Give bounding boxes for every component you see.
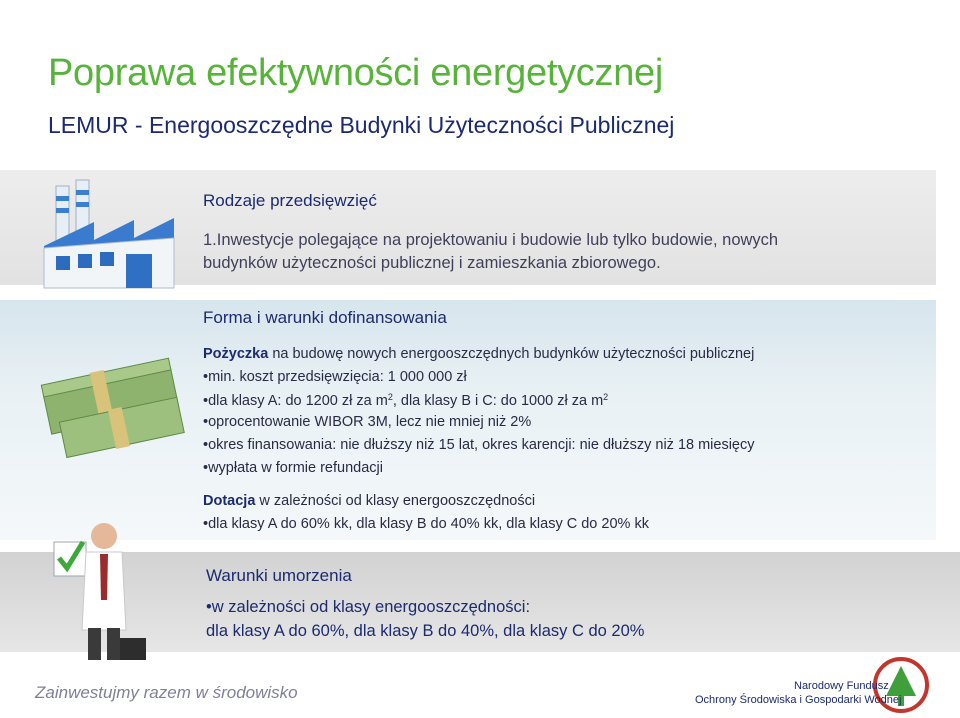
grant-text: w zależności od klasy energooszczędności bbox=[255, 493, 536, 509]
financing-heading: Forma i warunki dofinansowania bbox=[203, 308, 447, 327]
superscript: 2 bbox=[603, 392, 609, 402]
logo-line2: Ochrony Środowiska i Gospodarki Wodnej bbox=[695, 694, 902, 706]
bullet-interest: •oprocentowanie WIBOR 3M, lecz nie mniej niż 2% bbox=[203, 414, 532, 430]
footer-slogan: Zainwestujmy razem w środowisko bbox=[35, 683, 298, 702]
loan-label: Pożyczka bbox=[203, 346, 269, 362]
loan-line bbox=[203, 346, 754, 362]
money-bundles-icon bbox=[36, 340, 196, 460]
class-rate-a: •dla klasy A: do 1200 zł za m bbox=[203, 393, 388, 409]
bullet-grant-levels: •dla klasy A do 60% kk, dla klasy B do 40% kk, dla klasy C do 20% kk bbox=[203, 516, 649, 532]
remission-text-line1: •w zależności od klasy energooszczędności: bbox=[206, 598, 531, 616]
factory-icon bbox=[34, 176, 184, 296]
bullet-min-cost: •min. koszt przedsięwzięcia: 1 000 000 zł bbox=[203, 369, 467, 385]
bullet-payout: •wypłata w formie refundacji bbox=[203, 460, 383, 476]
loan-text: na budowę nowych energooszczędnych budynków użyteczności publicznej bbox=[268, 346, 755, 362]
page-title: Poprawa efektywności energetycznej bbox=[48, 52, 664, 94]
types-text-line1: 1.Inwestycje polegające na projektowaniu i budowie lub tylko budowie, nowych bbox=[203, 231, 779, 249]
types-heading: Rodzaje przedsięwzięć bbox=[203, 191, 377, 210]
bullet-period: •okres finansowania: nie dłuższy niż 15 lat, okres karencji: nie dłuższy niż 18 miesięcy bbox=[203, 437, 755, 453]
logo-line1: Narodowy Fundusz bbox=[794, 680, 889, 692]
class-rate-bc: , dla klasy B i C: do 1000 zł za m bbox=[392, 393, 604, 409]
page-subtitle: LEMUR - Energooszczędne Budynki Użyteczności Publicznej bbox=[48, 112, 675, 138]
remission-heading: Warunki umorzenia bbox=[206, 566, 352, 585]
types-text-line2: budynków użyteczności publicznej i zamieszkania zbiorowego. bbox=[203, 254, 661, 272]
bullet-class-rates bbox=[203, 392, 608, 409]
remission-text-line2: dla klasy A do 60%, dla klasy B do 40%, dla klasy C do 20% bbox=[206, 622, 645, 640]
grant-line bbox=[203, 493, 535, 509]
superscript: 2 bbox=[387, 392, 393, 402]
grant-label: Dotacja bbox=[203, 493, 256, 509]
